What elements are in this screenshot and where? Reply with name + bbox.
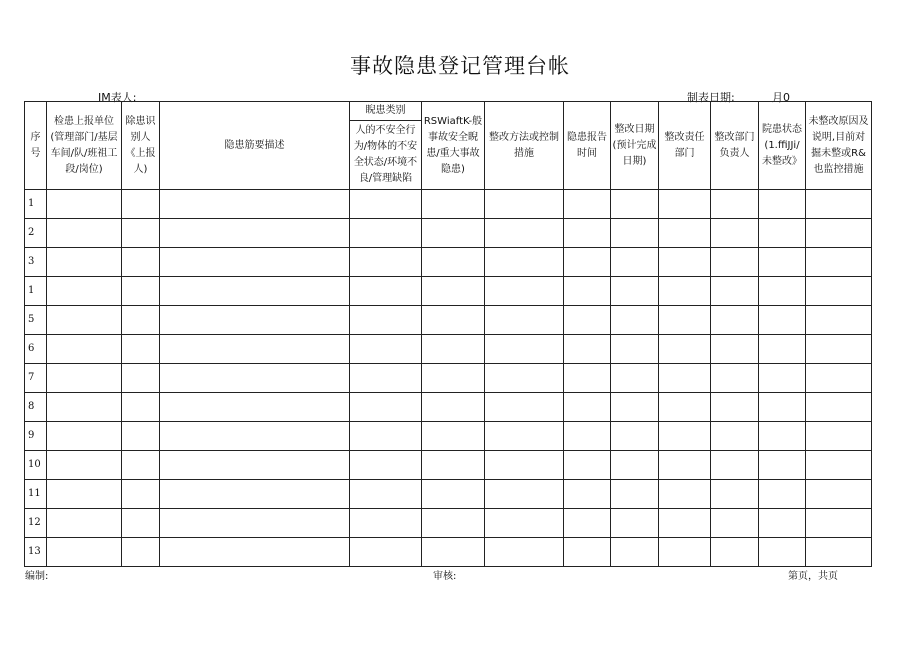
empty-cell[interactable] (564, 422, 611, 451)
empty-cell[interactable] (422, 422, 485, 451)
empty-cell[interactable] (422, 364, 485, 393)
empty-cell[interactable] (711, 480, 759, 509)
empty-cell[interactable] (47, 277, 122, 306)
empty-cell[interactable] (485, 277, 564, 306)
empty-cell[interactable] (564, 538, 611, 567)
empty-cell[interactable] (759, 364, 806, 393)
empty-cell[interactable] (711, 393, 759, 422)
empty-cell[interactable] (485, 480, 564, 509)
empty-cell[interactable] (659, 422, 711, 451)
empty-cell[interactable] (122, 538, 160, 567)
header-reason: 未整改原因及说明,目前对掘未整或R&也监控措施 (806, 102, 872, 190)
empty-cell[interactable] (160, 422, 350, 451)
empty-cell[interactable] (711, 364, 759, 393)
empty-cell[interactable] (806, 451, 872, 480)
empty-cell[interactable] (759, 306, 806, 335)
empty-cell[interactable] (659, 538, 711, 567)
row-number: 1 (25, 277, 47, 306)
empty-cell[interactable] (611, 306, 659, 335)
empty-cell[interactable] (47, 219, 122, 248)
empty-cell[interactable] (47, 393, 122, 422)
empty-cell[interactable] (711, 538, 759, 567)
table-row (25, 219, 872, 248)
empty-cell[interactable] (759, 277, 806, 306)
row-number: 6 (25, 335, 47, 364)
empty-cell[interactable] (564, 393, 611, 422)
empty-cell[interactable] (160, 509, 350, 538)
empty-cell[interactable] (659, 480, 711, 509)
empty-cell[interactable] (422, 393, 485, 422)
empty-cell[interactable] (611, 393, 659, 422)
table-row (25, 190, 872, 219)
row-number: 12 (25, 509, 47, 538)
table-row (25, 422, 872, 451)
empty-cell[interactable] (564, 451, 611, 480)
header-report-time: 隐患报告时间 (564, 102, 611, 190)
empty-cell[interactable] (422, 480, 485, 509)
empty-cell[interactable] (350, 248, 422, 277)
empty-cell[interactable] (759, 219, 806, 248)
empty-cell[interactable] (564, 364, 611, 393)
empty-cell[interactable] (759, 422, 806, 451)
empty-cell[interactable] (759, 480, 806, 509)
empty-cell[interactable] (422, 451, 485, 480)
empty-cell[interactable] (759, 538, 806, 567)
empty-cell[interactable] (485, 190, 564, 219)
empty-cell[interactable] (759, 248, 806, 277)
empty-cell[interactable] (611, 538, 659, 567)
empty-cell[interactable] (47, 190, 122, 219)
empty-cell[interactable] (422, 335, 485, 364)
empty-cell[interactable] (564, 335, 611, 364)
empty-cell[interactable] (659, 306, 711, 335)
empty-cell[interactable] (350, 335, 422, 364)
table-row (25, 306, 872, 335)
empty-cell[interactable] (659, 190, 711, 219)
empty-cell[interactable] (47, 364, 122, 393)
empty-cell[interactable] (485, 393, 564, 422)
empty-cell[interactable] (659, 393, 711, 422)
empty-cell[interactable] (564, 277, 611, 306)
empty-cell[interactable] (350, 422, 422, 451)
empty-cell[interactable] (759, 190, 806, 219)
empty-cell[interactable] (485, 364, 564, 393)
empty-cell[interactable] (759, 451, 806, 480)
empty-cell[interactable] (160, 277, 350, 306)
empty-cell[interactable] (350, 393, 422, 422)
empty-cell[interactable] (485, 219, 564, 248)
empty-cell[interactable] (611, 277, 659, 306)
empty-cell[interactable] (350, 364, 422, 393)
empty-cell[interactable] (806, 248, 872, 277)
empty-cell[interactable] (806, 190, 872, 219)
month-label: 月0 (772, 91, 790, 104)
empty-cell[interactable] (806, 422, 872, 451)
empty-cell[interactable] (611, 422, 659, 451)
header-category-sub: 人的不安全行为/物体的不安全状态/环境不良/管理缺陷 (350, 121, 422, 190)
reviewer-label: 审核: (433, 571, 457, 582)
empty-cell[interactable] (422, 538, 485, 567)
date-label: 制表日期: (687, 91, 735, 104)
empty-cell[interactable] (564, 219, 611, 248)
compiler-label: 编制: (25, 571, 49, 582)
empty-cell[interactable] (806, 219, 872, 248)
empty-cell[interactable] (47, 509, 122, 538)
empty-cell[interactable] (47, 335, 122, 364)
empty-cell[interactable] (160, 393, 350, 422)
table-row (25, 480, 872, 509)
empty-cell[interactable] (659, 364, 711, 393)
empty-cell[interactable] (350, 190, 422, 219)
page-title: 事故隐患登记管理台帐 (350, 54, 570, 78)
table-row (25, 451, 872, 480)
row-number: 1 (25, 190, 47, 219)
empty-cell[interactable] (122, 451, 160, 480)
empty-cell[interactable] (806, 538, 872, 567)
empty-cell[interactable] (160, 335, 350, 364)
empty-cell[interactable] (485, 538, 564, 567)
empty-cell[interactable] (160, 480, 350, 509)
empty-cell[interactable] (122, 277, 160, 306)
empty-cell[interactable] (350, 219, 422, 248)
empty-cell[interactable] (160, 219, 350, 248)
empty-cell[interactable] (122, 509, 160, 538)
row-number: 3 (25, 248, 47, 277)
empty-cell[interactable] (422, 306, 485, 335)
empty-cell[interactable] (122, 422, 160, 451)
header-seq: 序号 (25, 102, 47, 190)
empty-cell[interactable] (611, 190, 659, 219)
empty-cell[interactable] (611, 509, 659, 538)
empty-cell[interactable] (806, 509, 872, 538)
empty-cell[interactable] (422, 190, 485, 219)
row-number: 9 (25, 422, 47, 451)
empty-cell[interactable] (806, 306, 872, 335)
empty-cell[interactable] (711, 248, 759, 277)
empty-cell[interactable] (47, 306, 122, 335)
empty-cell[interactable] (160, 538, 350, 567)
empty-cell[interactable] (422, 248, 485, 277)
empty-cell[interactable] (711, 190, 759, 219)
empty-cell[interactable] (711, 451, 759, 480)
empty-cell[interactable] (564, 480, 611, 509)
empty-cell[interactable] (659, 509, 711, 538)
empty-cell[interactable] (160, 306, 350, 335)
table-row (25, 538, 872, 567)
empty-cell[interactable] (564, 248, 611, 277)
empty-cell[interactable] (564, 509, 611, 538)
empty-cell[interactable] (611, 480, 659, 509)
empty-cell[interactable] (611, 451, 659, 480)
row-number: 7 (25, 364, 47, 393)
empty-cell[interactable] (122, 393, 160, 422)
row-number: 8 (25, 393, 47, 422)
empty-cell[interactable] (564, 306, 611, 335)
empty-cell[interactable] (122, 190, 160, 219)
empty-cell[interactable] (160, 248, 350, 277)
table-row (25, 393, 872, 422)
empty-cell[interactable] (350, 306, 422, 335)
empty-cell[interactable] (350, 509, 422, 538)
hazard-register-table (24, 101, 872, 567)
row-number: 11 (25, 480, 47, 509)
empty-cell[interactable] (350, 277, 422, 306)
empty-cell[interactable] (422, 509, 485, 538)
empty-cell[interactable] (659, 451, 711, 480)
empty-cell[interactable] (659, 248, 711, 277)
empty-cell[interactable] (47, 451, 122, 480)
empty-cell[interactable] (659, 219, 711, 248)
row-number: 5 (25, 306, 47, 335)
empty-cell[interactable] (122, 219, 160, 248)
empty-cell[interactable] (422, 219, 485, 248)
empty-cell[interactable] (659, 335, 711, 364)
empty-cell[interactable] (485, 509, 564, 538)
empty-cell[interactable] (485, 335, 564, 364)
empty-cell[interactable] (160, 190, 350, 219)
empty-cell[interactable] (711, 335, 759, 364)
empty-cell[interactable] (47, 480, 122, 509)
empty-cell[interactable] (806, 480, 872, 509)
filler-label: IM表人: (98, 91, 137, 104)
empty-cell[interactable] (485, 422, 564, 451)
empty-cell[interactable] (711, 219, 759, 248)
empty-cell[interactable] (47, 248, 122, 277)
empty-cell[interactable] (485, 248, 564, 277)
empty-cell[interactable] (806, 335, 872, 364)
empty-cell[interactable] (806, 277, 872, 306)
empty-cell[interactable] (122, 480, 160, 509)
empty-cell[interactable] (122, 364, 160, 393)
table-row (25, 364, 872, 393)
row-number: 13 (25, 538, 47, 567)
header-resp-dept: 整改责任部门 (659, 102, 711, 190)
row-number: 2 (25, 219, 47, 248)
empty-cell[interactable] (806, 393, 872, 422)
table-row (25, 335, 872, 364)
header-description: 隐患筋要描述 (160, 102, 350, 190)
header-level: RSWiaftK-般事故安全睨患/重大事故隐患) (422, 102, 485, 190)
empty-cell[interactable] (611, 219, 659, 248)
page-label: 第页，共页 (788, 571, 838, 582)
empty-cell[interactable] (350, 451, 422, 480)
header-dept-owner: 整改部门负责人 (711, 102, 759, 190)
empty-cell[interactable] (160, 364, 350, 393)
empty-cell[interactable] (711, 306, 759, 335)
empty-cell[interactable] (759, 335, 806, 364)
table-row (25, 248, 872, 277)
empty-cell[interactable] (122, 335, 160, 364)
empty-cell[interactable] (564, 190, 611, 219)
header-identifier: 除患识别人《上报人) (122, 102, 160, 190)
header-measures: 整改方法或控制措施 (485, 102, 564, 190)
empty-cell[interactable] (711, 277, 759, 306)
empty-cell[interactable] (611, 248, 659, 277)
empty-cell[interactable] (350, 538, 422, 567)
table-row (25, 509, 872, 538)
empty-cell[interactable] (350, 480, 422, 509)
empty-cell[interactable] (806, 364, 872, 393)
empty-cell[interactable] (47, 538, 122, 567)
empty-cell[interactable] (611, 335, 659, 364)
empty-cell[interactable] (47, 422, 122, 451)
empty-cell[interactable] (659, 277, 711, 306)
empty-cell[interactable] (485, 451, 564, 480)
header-due-date: 整改日期(预计完成日期) (611, 102, 659, 190)
empty-cell[interactable] (759, 509, 806, 538)
empty-cell[interactable] (611, 364, 659, 393)
empty-cell[interactable] (759, 393, 806, 422)
header-reporting-unit: 检患上报单位(管理部门/基层车间/队/班祖工段/岗位) (47, 102, 122, 190)
empty-cell[interactable] (485, 306, 564, 335)
empty-cell[interactable] (122, 248, 160, 277)
header-category-group: 睨患类别 (350, 102, 422, 121)
empty-cell[interactable] (160, 451, 350, 480)
empty-cell[interactable] (122, 306, 160, 335)
table-row (25, 277, 872, 306)
empty-cell[interactable] (711, 422, 759, 451)
empty-cell[interactable] (422, 277, 485, 306)
header-status: 院患状态(1.ffiJJi/未整改》 (759, 102, 806, 190)
empty-cell[interactable] (711, 509, 759, 538)
row-number: 10 (25, 451, 47, 480)
